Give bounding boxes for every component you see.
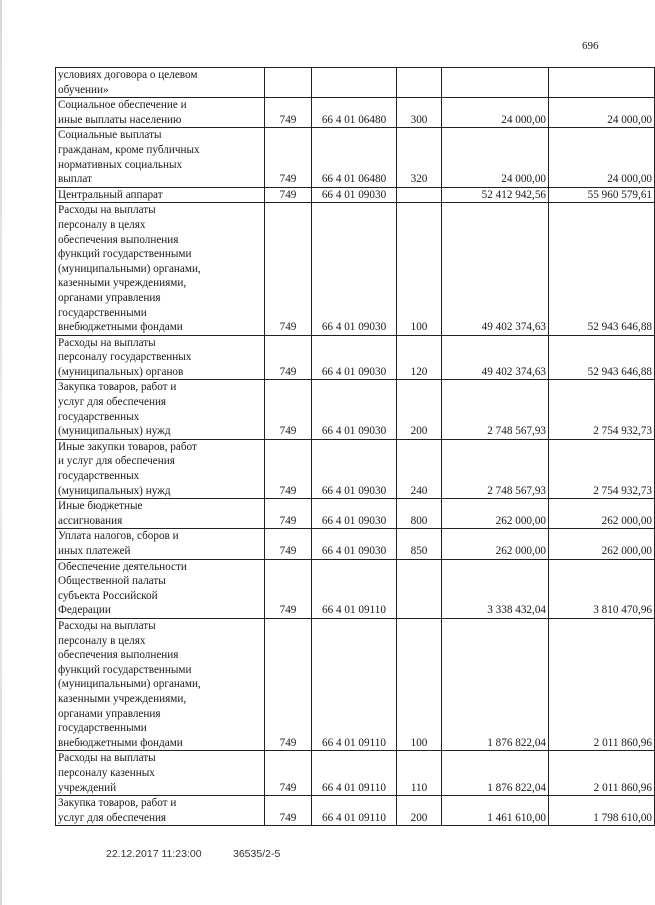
cell-ministry-code: 749 [265,98,312,128]
cell-ministry-code: 749 [265,439,312,498]
cell-target-code: 66 4 01 09030 [312,187,397,203]
cell-amount-2019: 2 754 932,73 [549,439,655,498]
table-row [56,335,655,380]
table-row [56,796,655,826]
cell-expense-kind: 100 [397,203,442,335]
cell-expense-kind: 200 [397,796,442,826]
cell-amount-2018: 1 876 822,04 [442,751,549,796]
cell-target-code: 66 4 01 09030 [312,529,397,559]
cell-expense-kind: 300 [397,98,442,128]
cell-target-code: 66 4 01 09110 [312,559,397,618]
table-row [56,499,655,529]
cell-expense-kind: 100 [397,618,442,750]
cell-amount-2019 [549,68,655,98]
cell-ministry-code: 749 [265,380,312,439]
table-row [56,380,655,439]
cell-expense-kind: 200 [397,380,442,439]
table-row [56,439,655,498]
cell-amount-2019: 55 960 579,61 [549,187,655,203]
cell-target-code: 66 4 01 09030 [312,499,397,529]
cell-expense-kind: 120 [397,335,442,380]
cell-name: Обеспечение деятельности Общественной палаты субъекта Российской Федерации [56,559,265,618]
cell-ministry-code: 749 [265,559,312,618]
cell-expense-kind: 320 [397,128,442,187]
cell-ministry-code [265,68,312,98]
cell-target-code: 66 4 01 06480 [312,128,397,187]
cell-name: Социальные выплаты гражданам, кроме публичных нормативных социальных выплат [56,128,265,187]
cell-ministry-code: 749 [265,499,312,529]
cell-amount-2019: 24 000,00 [549,128,655,187]
table-row [56,68,655,98]
cell-amount-2019: 52 943 646,88 [549,335,655,380]
document-id: 36535/2-5 [233,848,281,860]
cell-name: Расходы на выплаты персоналу казенных учреждений [56,751,265,796]
table-row [56,187,655,203]
cell-amount-2018: 52 412 942,56 [442,187,549,203]
table-row [56,203,655,335]
cell-amount-2019: 262 000,00 [549,529,655,559]
cell-target-code: 66 4 01 09030 [312,439,397,498]
cell-amount-2018 [442,68,549,98]
cell-amount-2019: 3 810 470,96 [549,559,655,618]
cell-amount-2018: 1 461 610,00 [442,796,549,826]
cell-expense-kind [397,187,442,203]
table-row [56,128,655,187]
cell-target-code [312,68,397,98]
cell-ministry-code: 749 [265,751,312,796]
cell-name: Иные закупки товаров, работ и услуг для обеспечения государственных (муниципальных) нужд [56,439,265,498]
cell-amount-2019: 262 000,00 [549,499,655,529]
cell-name: Закупка товаров, работ и услуг для обеспечения [56,796,265,826]
cell-ministry-code: 749 [265,335,312,380]
cell-name: Расходы на выплаты персоналу в целях обеспечения выполнения функций государственными (муниципальными) органами, казенными учреждениями, органами управления государственными внебюджетными фондами [56,203,265,335]
cell-ministry-code: 749 [265,128,312,187]
table-row [56,529,655,559]
cell-name: условиях договора о целевом обучении» [56,68,265,98]
cell-amount-2018: 262 000,00 [442,499,549,529]
cell-amount-2018: 24 000,00 [442,98,549,128]
cell-ministry-code: 749 [265,618,312,750]
budget-table [55,67,655,826]
cell-amount-2019: 2 754 932,73 [549,380,655,439]
cell-expense-kind: 850 [397,529,442,559]
cell-target-code: 66 4 01 09110 [312,618,397,750]
cell-amount-2018: 1 876 822,04 [442,618,549,750]
cell-amount-2018: 2 748 567,93 [442,439,549,498]
cell-name: Социальное обеспечение и иные выплаты населению [56,98,265,128]
table-row [56,98,655,128]
cell-expense-kind [397,559,442,618]
cell-amount-2018: 24 000,00 [442,128,549,187]
cell-amount-2018: 49 402 374,63 [442,203,549,335]
cell-target-code: 66 4 01 09110 [312,796,397,826]
cell-target-code: 66 4 01 09110 [312,751,397,796]
cell-amount-2018: 3 338 432,04 [442,559,549,618]
cell-name: Уплата налогов, сборов и иных платежей [56,529,265,559]
cell-amount-2019: 24 000,00 [549,98,655,128]
cell-expense-kind: 240 [397,439,442,498]
cell-amount-2019: 2 011 860,96 [549,618,655,750]
table-row [56,618,655,750]
cell-amount-2018: 2 748 567,93 [442,380,549,439]
cell-name: Иные бюджетные ассигнования [56,499,265,529]
cell-amount-2019: 1 798 610,00 [549,796,655,826]
table-body [56,68,655,826]
cell-ministry-code: 749 [265,529,312,559]
cell-ministry-code: 749 [265,796,312,826]
cell-target-code: 66 4 01 09030 [312,203,397,335]
cell-ministry-code: 749 [265,187,312,203]
cell-name: Расходы на выплаты персоналу государственных (муниципальных) органов [56,335,265,380]
cell-amount-2018: 262 000,00 [442,529,549,559]
cell-expense-kind: 110 [397,751,442,796]
cell-amount-2019: 52 943 646,88 [549,203,655,335]
cell-expense-kind [397,68,442,98]
cell-name: Закупка товаров, работ и услуг для обеспечения государственных (муниципальных) нужд [56,380,265,439]
table-row [56,559,655,618]
cell-name: Центральный аппарат [56,187,265,203]
cell-expense-kind: 800 [397,499,442,529]
cell-amount-2019: 2 011 860,96 [549,751,655,796]
cell-name: Расходы на выплаты персоналу в целях обеспечения выполнения функций государственными (муниципальными) органами, казенными учреждениями, органами управления государственными внебюджетными фондами [56,618,265,750]
cell-target-code: 66 4 01 06480 [312,98,397,128]
table-row [56,751,655,796]
cell-target-code: 66 4 01 09030 [312,380,397,439]
cell-target-code: 66 4 01 09030 [312,335,397,380]
cell-ministry-code: 749 [265,203,312,335]
scan-edge [0,0,2,905]
print-timestamp: 22.12.2017 11:23:00 [106,848,202,860]
page-number: 696 [582,40,599,52]
cell-amount-2018: 49 402 374,63 [442,335,549,380]
